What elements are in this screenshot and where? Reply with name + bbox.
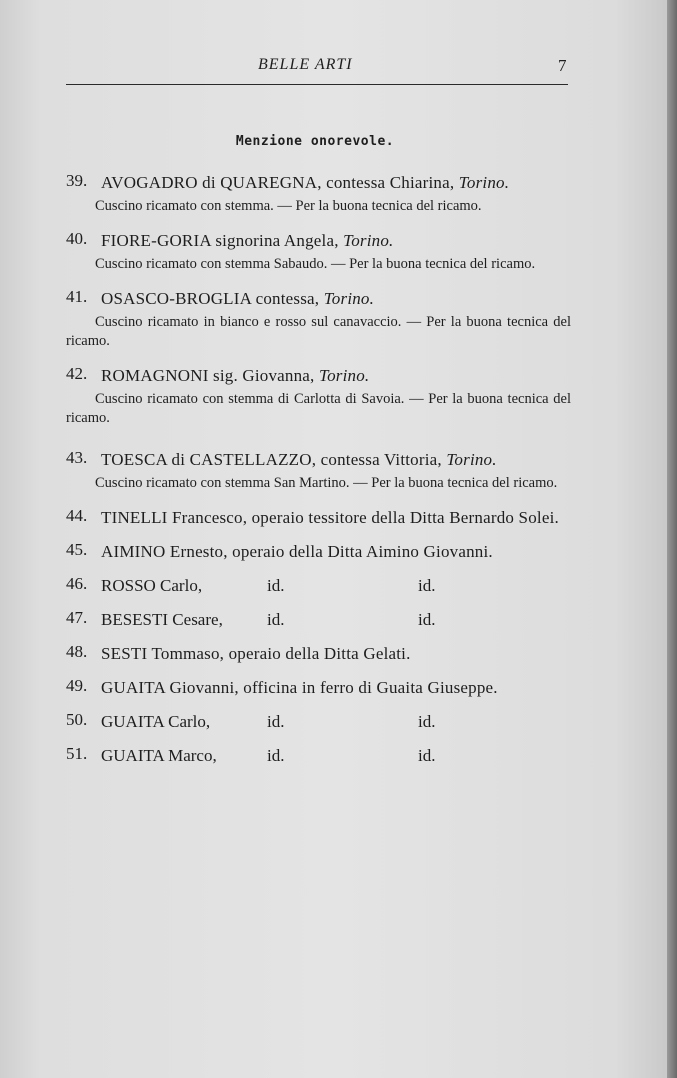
entry-ditto: id. <box>267 712 285 731</box>
entry-name: AVOGADRO di QUAREGNA, contessa Chiarina, <box>101 173 455 192</box>
entry-description: Cuscino ricamato con stemma San Martino. — Per la buona tecnica del ricamo. <box>95 475 558 491</box>
entry-text: SESTI Tommaso, operaio della Ditta Gelati. <box>101 644 411 663</box>
entry-number: 43. <box>66 448 88 467</box>
list-item <box>66 608 571 632</box>
entry-number: 39. <box>66 171 88 190</box>
entry-place: Torino. <box>318 366 370 385</box>
entry-columns <box>101 710 571 734</box>
list-item <box>66 364 571 428</box>
entry-place: Torino. <box>323 289 375 308</box>
running-head-title: BELLE ARTI <box>258 56 353 73</box>
entry-heading <box>101 229 571 253</box>
entry-text: AIMINO Ernesto, operaio della Ditta Aimino Giovanni. <box>101 542 493 561</box>
entry-number: 50. <box>66 710 88 729</box>
entry-columns <box>101 744 571 768</box>
entry-ditto: id. <box>418 746 436 765</box>
entry-description: Cuscino ricamato con stemma di Carlotta di Savoia. — Per la buona tecnica del ricamo. <box>66 391 571 426</box>
list-item <box>66 506 571 530</box>
entry-text: GUAITA Giovanni, officina in ferro di Guaita Giuseppe. <box>101 678 498 697</box>
entry-name: GUAITA Carlo, <box>101 712 211 731</box>
entry-ditto: id. <box>267 746 285 765</box>
entry-text: TINELLI Francesco, operaio tessitore della Ditta Bernardo Solei. <box>101 508 559 527</box>
header-rule <box>66 84 568 85</box>
entry-description: Cuscino ricamato con stemma. — Per la buona tecnica del ricamo. <box>95 198 482 214</box>
entry-ditto: id. <box>418 576 436 595</box>
entry-place: Torino. <box>458 173 510 192</box>
entry-name: ROMAGNONI sig. Giovanna, <box>101 366 315 385</box>
list-item <box>66 642 571 666</box>
page-edge-shadow <box>667 0 677 1078</box>
entry-number: 45. <box>66 540 88 559</box>
entry-name: TOESCA di CASTELLAZZO, contessa Vittoria, <box>101 450 442 469</box>
entry-name: GUAITA Marco, <box>101 746 217 765</box>
entry-number: 46. <box>66 574 88 593</box>
entry-number: 41. <box>66 287 88 306</box>
entry-ditto: id. <box>418 712 436 731</box>
entry-number: 44. <box>66 506 88 525</box>
award-list <box>66 171 571 778</box>
list-item <box>66 676 571 700</box>
entry-columns <box>101 608 571 632</box>
running-head <box>0 56 668 80</box>
entry-heading <box>101 287 571 311</box>
list-item <box>66 710 571 734</box>
entry-description: Cuscino ricamato con stemma Sabaudo. — Per la buona tecnica del ricamo. <box>95 256 536 272</box>
list-item <box>66 229 571 274</box>
entry-heading <box>101 364 571 388</box>
entry-number: 48. <box>66 642 88 661</box>
entry-number: 40. <box>66 229 88 248</box>
list-item <box>66 171 571 216</box>
entry-heading <box>101 448 571 472</box>
entry-number: 47. <box>66 608 88 627</box>
list-item <box>66 540 571 564</box>
entry-name: OSASCO-BROGLIA contessa, <box>101 289 320 308</box>
list-item <box>66 448 571 493</box>
entry-name: FIORE-GORIA signorina Angela, <box>101 231 339 250</box>
entry-description: Cuscino ricamato in bianco e rosso sul canavaccio. — Per la buona tecnica del ricamo. <box>66 314 571 349</box>
page-number: 7 <box>558 56 567 75</box>
entry-number: 49. <box>66 676 88 695</box>
entry-number: 51. <box>66 744 88 763</box>
list-item <box>66 287 571 351</box>
entry-place: Torino. <box>343 231 394 250</box>
entry-ditto: id. <box>267 610 285 629</box>
entry-ditto: id. <box>418 610 436 629</box>
entry-columns <box>101 574 571 598</box>
entry-name: BESESTI Cesare, <box>101 610 223 629</box>
entry-ditto: id. <box>267 576 285 595</box>
entry-heading <box>101 171 571 195</box>
list-item <box>66 744 571 768</box>
section-title: Menzione onorevole. <box>235 134 395 149</box>
entry-number: 42. <box>66 364 88 383</box>
list-item <box>66 574 571 598</box>
entry-name: ROSSO Carlo, <box>101 576 203 595</box>
entry-place: Torino. <box>446 450 497 469</box>
